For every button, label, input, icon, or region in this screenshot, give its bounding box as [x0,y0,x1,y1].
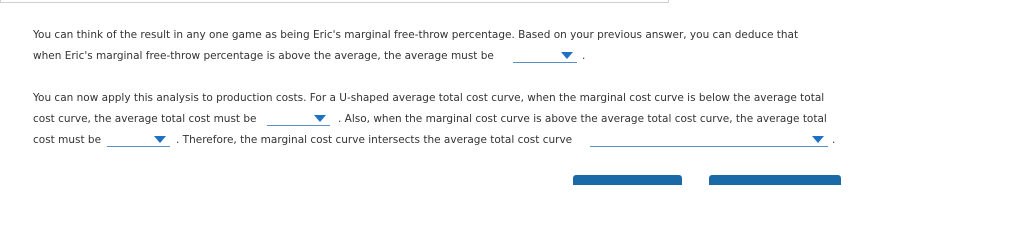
paragraph1-period: . [582,50,586,62]
paragraph2-line1: You can now apply this analysis to production costs. For a U-shaped average total cost curve, when the marginal cost curve is below the average total [33,92,825,104]
paragraph2-line3-text: cost must be [33,134,102,146]
previous-question-box-edge [0,0,669,3]
average-direction-dropdown[interactable] [513,49,577,63]
paragraph2-period: . [832,134,836,146]
action-button-left[interactable] [573,175,682,185]
chevron-down-icon [314,115,326,122]
atc-below-dropdown[interactable] [267,112,330,126]
action-button-right[interactable] [709,175,841,185]
atc-above-dropdown[interactable] [107,133,170,147]
paragraph2-line3-middle: . Therefore, the marginal cost curve intersects the average total cost curve [176,134,573,146]
paragraph2-line2-text: cost curve, the average total cost must be [33,113,257,125]
paragraph2-line2-rest: . Also, when the marginal cost curve is above the average total cost curve, the average total [338,113,827,125]
paragraph1-line2-text: when Eric's marginal free-throw percentage is above the average, the average must be [33,50,494,62]
chevron-down-icon [812,136,824,143]
intersection-point-dropdown[interactable] [590,133,828,147]
paragraph1-line1: You can think of the result in any one game as being Eric's marginal free-throw percentage. Based on your previous answer, you can deduce that [33,29,799,41]
chevron-down-icon [561,52,573,59]
chevron-down-icon [154,136,166,143]
